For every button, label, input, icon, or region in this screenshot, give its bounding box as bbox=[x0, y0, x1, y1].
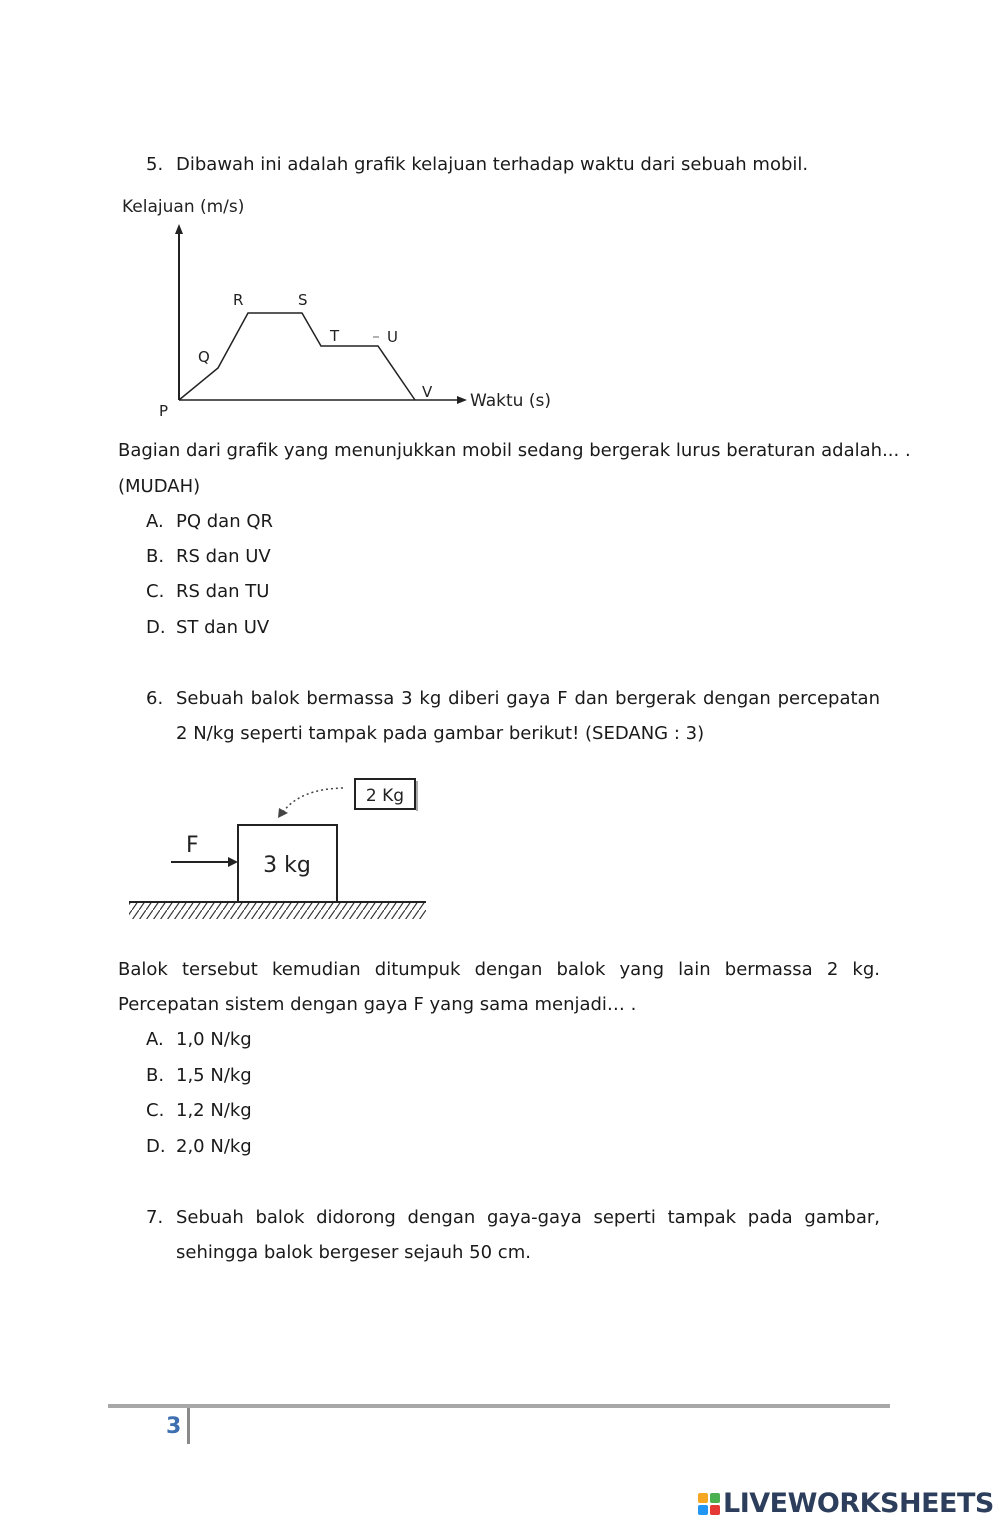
q6-prompt-line2: N/kg seperti tampak pada gambar berikut! (SEDANG : 3) bbox=[193, 723, 705, 744]
option-text: 2,0 N/kg bbox=[176, 1136, 252, 1157]
option-letter: D. bbox=[146, 1136, 166, 1157]
stack-path-arrow bbox=[283, 788, 343, 812]
q5-option-d[interactable] bbox=[0, 617, 1000, 639]
q5-question-line1: Bagian dari grafik yang menunjukkan mobil sedang bergerak lurus beraturan adalah... . bbox=[118, 440, 911, 461]
stack-path-arrowhead bbox=[278, 808, 288, 818]
graph-point-t: T bbox=[330, 327, 340, 345]
q6-option-d[interactable] bbox=[0, 1136, 1000, 1158]
graph-point-p: P bbox=[159, 402, 169, 420]
q6-option-c[interactable] bbox=[0, 1100, 1000, 1122]
q7-number: 7. bbox=[146, 1207, 164, 1228]
block-2kg-label: 2 Kg bbox=[365, 786, 405, 806]
option-text: PQ dan QR bbox=[176, 511, 274, 532]
q5-option-b[interactable] bbox=[0, 546, 1000, 568]
page-number: 3 bbox=[166, 1414, 182, 1439]
option-letter: D. bbox=[146, 617, 166, 638]
block-diagram bbox=[125, 770, 430, 925]
q6-question-line1: Balok tersebut kemudian ditumpuk dengan balok yang lain bermassa 2 kg. Percepatan bbox=[118, 959, 880, 1015]
option-text: RS dan TU bbox=[176, 581, 270, 602]
option-letter: A. bbox=[146, 1029, 164, 1050]
option-letter: A. bbox=[146, 511, 164, 532]
option-letter: B. bbox=[146, 1065, 165, 1086]
liveworksheets-logo-icon bbox=[698, 1493, 720, 1515]
logo-square-icon bbox=[698, 1505, 708, 1515]
graph-point-r: R bbox=[233, 291, 244, 309]
force-arrowhead bbox=[228, 857, 238, 867]
logo-square-icon bbox=[710, 1505, 720, 1515]
option-text: 1,0 N/kg bbox=[176, 1029, 252, 1050]
q5-option-c[interactable] bbox=[0, 581, 1000, 603]
graph-y-axis-label: Kelajuan (m/s) bbox=[122, 197, 245, 217]
q6-prompt bbox=[176, 681, 880, 751]
q6-prompt-line1: Sebuah balok bermassa 3 kg diberi gaya F dan bergerak dengan percepatan 2 bbox=[176, 688, 880, 744]
graph-point-q: Q bbox=[198, 348, 210, 366]
page-number-divider bbox=[187, 1408, 190, 1444]
q7-prompt bbox=[176, 1200, 880, 1270]
option-text: ST dan UV bbox=[176, 617, 270, 638]
q5-prompt: Dibawah ini adalah grafik kelajuan terhadap waktu dari sebuah mobil. bbox=[176, 154, 809, 175]
q5-question-line2: (MUDAH) bbox=[118, 476, 201, 497]
q6-question bbox=[118, 952, 880, 1022]
option-letter: C. bbox=[146, 1100, 165, 1121]
q6-option-a[interactable] bbox=[0, 1029, 1000, 1051]
graph-point-s: S bbox=[298, 291, 308, 309]
graph-x-arrowhead bbox=[457, 396, 467, 404]
q7-prompt-line2: sehingga balok bergeser sejauh 50 cm. bbox=[176, 1242, 531, 1263]
q5-option-a[interactable] bbox=[0, 511, 1000, 533]
graph-curve bbox=[179, 313, 415, 400]
logo-square-icon bbox=[698, 1493, 708, 1503]
graph-x-axis-label: Waktu (s) bbox=[470, 391, 551, 411]
liveworksheets-logo[interactable] bbox=[698, 1488, 994, 1519]
q5-number: 5. bbox=[146, 154, 164, 175]
q6-number: 6. bbox=[146, 688, 164, 709]
q6-question-line2: sistem dengan gaya F yang sama menjadi… . bbox=[224, 994, 637, 1015]
speed-time-graph bbox=[115, 190, 565, 425]
q7-prompt-line1: Sebuah balok didorong dengan gaya-gaya seperti tampak pada gambar, bbox=[176, 1207, 880, 1228]
option-letter: C. bbox=[146, 581, 165, 602]
graph-point-u: U bbox=[387, 328, 398, 346]
graph-y-arrowhead bbox=[175, 224, 183, 234]
graph-point-v: V bbox=[422, 383, 433, 401]
option-letter: B. bbox=[146, 546, 165, 567]
q6-option-b[interactable] bbox=[0, 1065, 1000, 1087]
force-label: F bbox=[186, 833, 199, 858]
ground-hatching bbox=[129, 902, 426, 919]
footer-rule bbox=[108, 1404, 890, 1408]
liveworksheets-brand-text: LIVEWORKSHEETS bbox=[723, 1488, 994, 1519]
block-3kg-label: 3 kg bbox=[263, 853, 311, 878]
option-text: 1,5 N/kg bbox=[176, 1065, 252, 1086]
option-text: 1,2 N/kg bbox=[176, 1100, 252, 1121]
option-text: RS dan UV bbox=[176, 546, 271, 567]
logo-square-icon bbox=[710, 1493, 720, 1503]
